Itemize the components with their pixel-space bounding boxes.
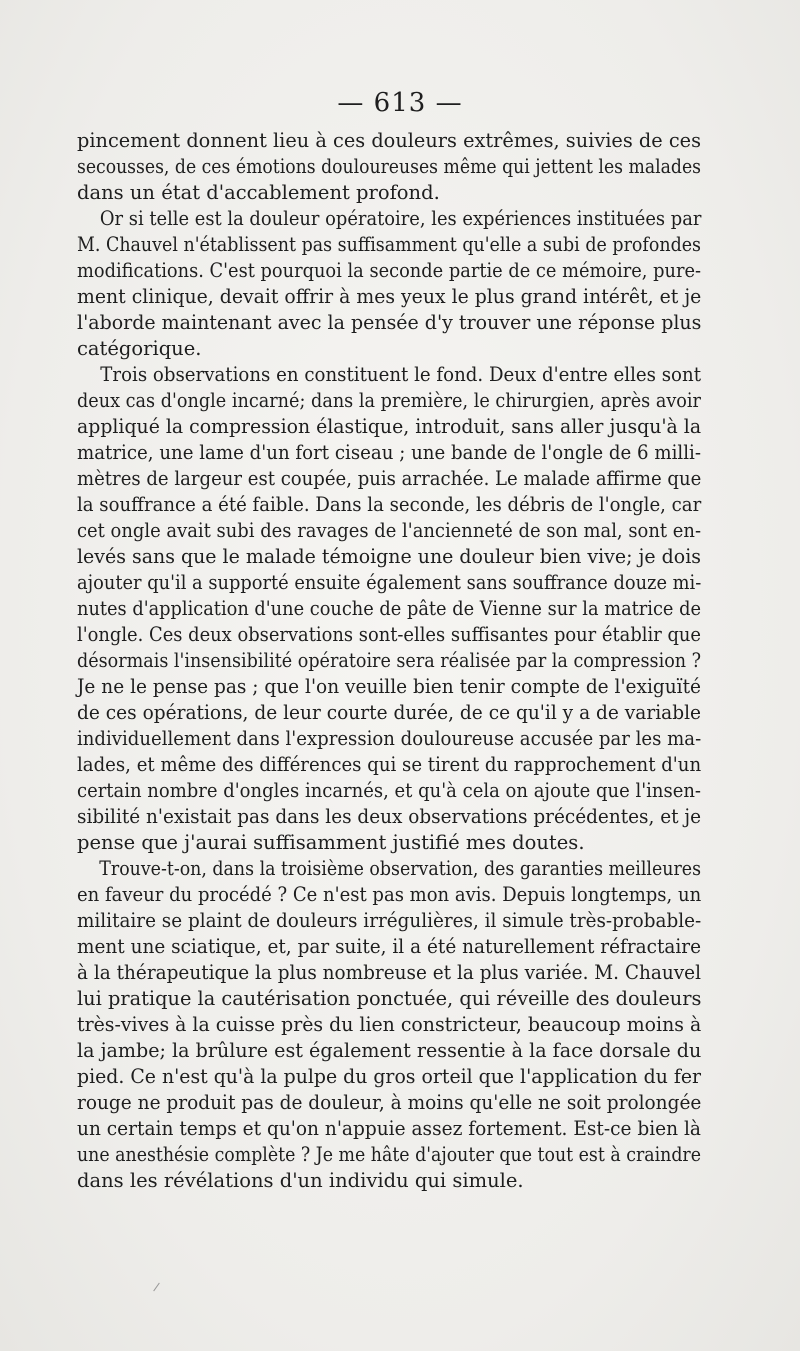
- text-line: secousses, de ces émotions douloureuses même qui jettent les malades: [77, 155, 701, 178]
- text-line: en faveur du procédé ? Ce n'est pas mon avis. Depuis longtemps, un: [77, 883, 702, 906]
- text-line: la souffrance a été faible. Dans la seconde, les débris de l'ongle, car: [77, 493, 702, 516]
- text-line: individuellement dans l'expression douloureuse accusée par les ma-: [77, 727, 702, 750]
- text-line: Or si telle est la douleur opératoire, les expériences instituées par: [99, 207, 702, 230]
- text-line: une anesthésie complète ? Je me hâte d'ajouter que tout est à craindre: [77, 1143, 701, 1166]
- text-line: lui pratique la cautérisation ponctuée, qui réveille des douleurs: [77, 987, 702, 1010]
- body-text: [77, 128, 701, 1194]
- text-line: ment une sciatique, et, par suite, il a été naturellement réfractaire: [77, 935, 701, 958]
- text-line: l'ongle. Ces deux observations sont-elles suffisantes pour établir que: [77, 623, 701, 646]
- text-line: très-vives à la cuisse près du lien constricteur, beaucoup moins à: [77, 1013, 702, 1036]
- text-line: Trois observations en constituent le fond. Deux d'entre elles sont: [100, 363, 702, 386]
- text-line: cet ongle avait subi des ravages de l'ancienneté de son mal, sont en-: [77, 519, 701, 542]
- text-line: catégorique.: [77, 337, 202, 360]
- text-line: certain nombre d'ongles incarnés, et qu'à cela on ajoute que l'insen-: [77, 779, 701, 802]
- stray-mark: [153, 1283, 160, 1292]
- text-line: de ces opérations, de leur courte durée, de ce qu'il y a de variable: [77, 701, 701, 724]
- text-line: dans les révélations d'un individu qui simule.: [77, 1169, 524, 1192]
- text-line: pense que j'aurai suffisamment justifié mes doutes.: [77, 831, 585, 854]
- text-line: Trouve-t-on, dans la troisième observation, des garanties meilleures: [99, 857, 702, 880]
- text-line: M. Chauvel n'établissent pas suffisamment qu'elle a subi de profondes: [77, 233, 701, 256]
- text-line: militaire se plaint de douleurs irrégulières, il simule très-probable-: [77, 909, 702, 932]
- text-line: mètres de largeur est coupée, puis arrachée. Le malade affirme que: [77, 467, 702, 490]
- text-line: à la thérapeutique la plus nombreuse et la plus variée. M. Chauvel: [77, 961, 701, 984]
- text-line: désormais l'insensibilité opératoire sera réalisée par la compression ?: [77, 649, 702, 672]
- text-line: la jambe; la brûlure est également ressentie à la face dorsale du: [77, 1039, 702, 1062]
- page-number: — 613 —: [337, 88, 463, 118]
- text-line: rouge ne produit pas de douleur, à moins qu'elle ne soit prolongée: [77, 1091, 702, 1114]
- text-line: ment clinique, devait offrir à mes yeux le plus grand intérêt, et je: [77, 285, 702, 308]
- text-line: pied. Ce n'est qu'à la pulpe du gros orteil que l'application du fer: [77, 1065, 702, 1088]
- text-line: matrice, une lame d'un fort ciseau ; une bande de l'ongle de 6 milli-: [77, 441, 701, 464]
- text-line: pincement donnent lieu à ces douleurs extrêmes, suivies de ces: [77, 129, 701, 152]
- text-line: lades, et même des différences qui se tirent du rapprochement d'un: [77, 753, 702, 776]
- text-line: appliqué la compression élastique, introduit, sans aller jusqu'à la: [77, 415, 702, 438]
- text-line: dans un état d'accablement profond.: [77, 181, 440, 204]
- text-line: deux cas d'ongle incarné; dans la première, le chirurgien, après avoir: [77, 389, 701, 412]
- text-line: levés sans que le malade témoigne une douleur bien vive; je dois: [77, 545, 701, 568]
- text-line: sibilité n'existait pas dans les deux observations précédentes, et je: [77, 805, 702, 828]
- text-line: l'aborde maintenant avec la pensée d'y trouver une réponse plus: [77, 311, 702, 334]
- text-line: nutes d'application d'une couche de pâte de Vienne sur la matrice de: [77, 597, 701, 620]
- text-line: Je ne le pense pas ; que l'on veuille bien tenir compte de l'exiguïté: [77, 675, 701, 698]
- text-line: un certain temps et qu'on n'appuie assez fortement. Est-ce bien là: [77, 1117, 701, 1140]
- text-line: ajouter qu'il a supporté ensuite également sans souffrance douze mi-: [77, 571, 702, 594]
- text-line: modifications. C'est pourquoi la seconde partie de ce mémoire, pure-: [77, 259, 701, 282]
